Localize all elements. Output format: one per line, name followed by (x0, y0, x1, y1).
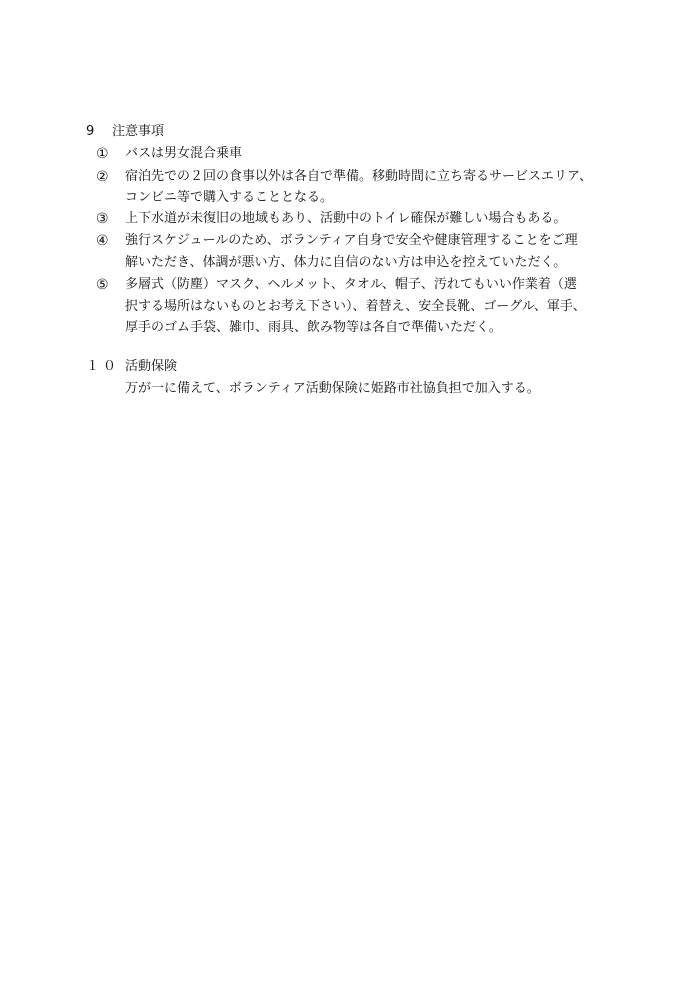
item-marker: ② (96, 169, 109, 185)
item-text-line: コンビニ等で購入することとなる。 (125, 190, 334, 205)
item-marker: ⑤ (96, 277, 109, 293)
section-number: １０ (86, 359, 121, 374)
item-text-line: 解いただき、体調が悪い方、体力に自信のない方は申込を控えていただく。 (125, 255, 567, 270)
item-text-line: 択する場所はないものとお考え下さい）、着替え、安全長靴、ゴーグル、軍手、 (125, 299, 586, 314)
section-body-text: 万が一に備えて、ボランティア活動保険に姫路市社協負担で加入する。 (125, 381, 540, 396)
item-text-line: 強行スケジュールのため、ボランティア自身で安全や健康管理することをご理 (125, 233, 578, 248)
item-marker: ① (96, 146, 109, 162)
item-marker: ④ (96, 233, 109, 249)
section-title: 活動保険 (125, 359, 178, 374)
item-text-line: 多層式（防塵）マスク、ヘルメット、タオル、帽子、汚れてもいい作業着（選 (125, 277, 577, 292)
item-text-line: バスは男女混合乗車 (125, 146, 243, 161)
item-marker: ③ (96, 211, 109, 227)
section-number: 9 (86, 124, 95, 139)
item-text-line: 上下水道が未復旧の地域もあり、活動中のトイレ確保が難しい場合もある。 (125, 211, 567, 226)
item-text-line: 厚手のゴム手袋、雑巾、雨具、飲み物等は各自で準備いただく。 (125, 320, 502, 335)
section-title: 注意事項 (112, 124, 165, 139)
item-text-line: 宿泊先での２回の食事以外は各自で準備。移動時間に立ち寄るサービスエリア、 (125, 169, 592, 184)
